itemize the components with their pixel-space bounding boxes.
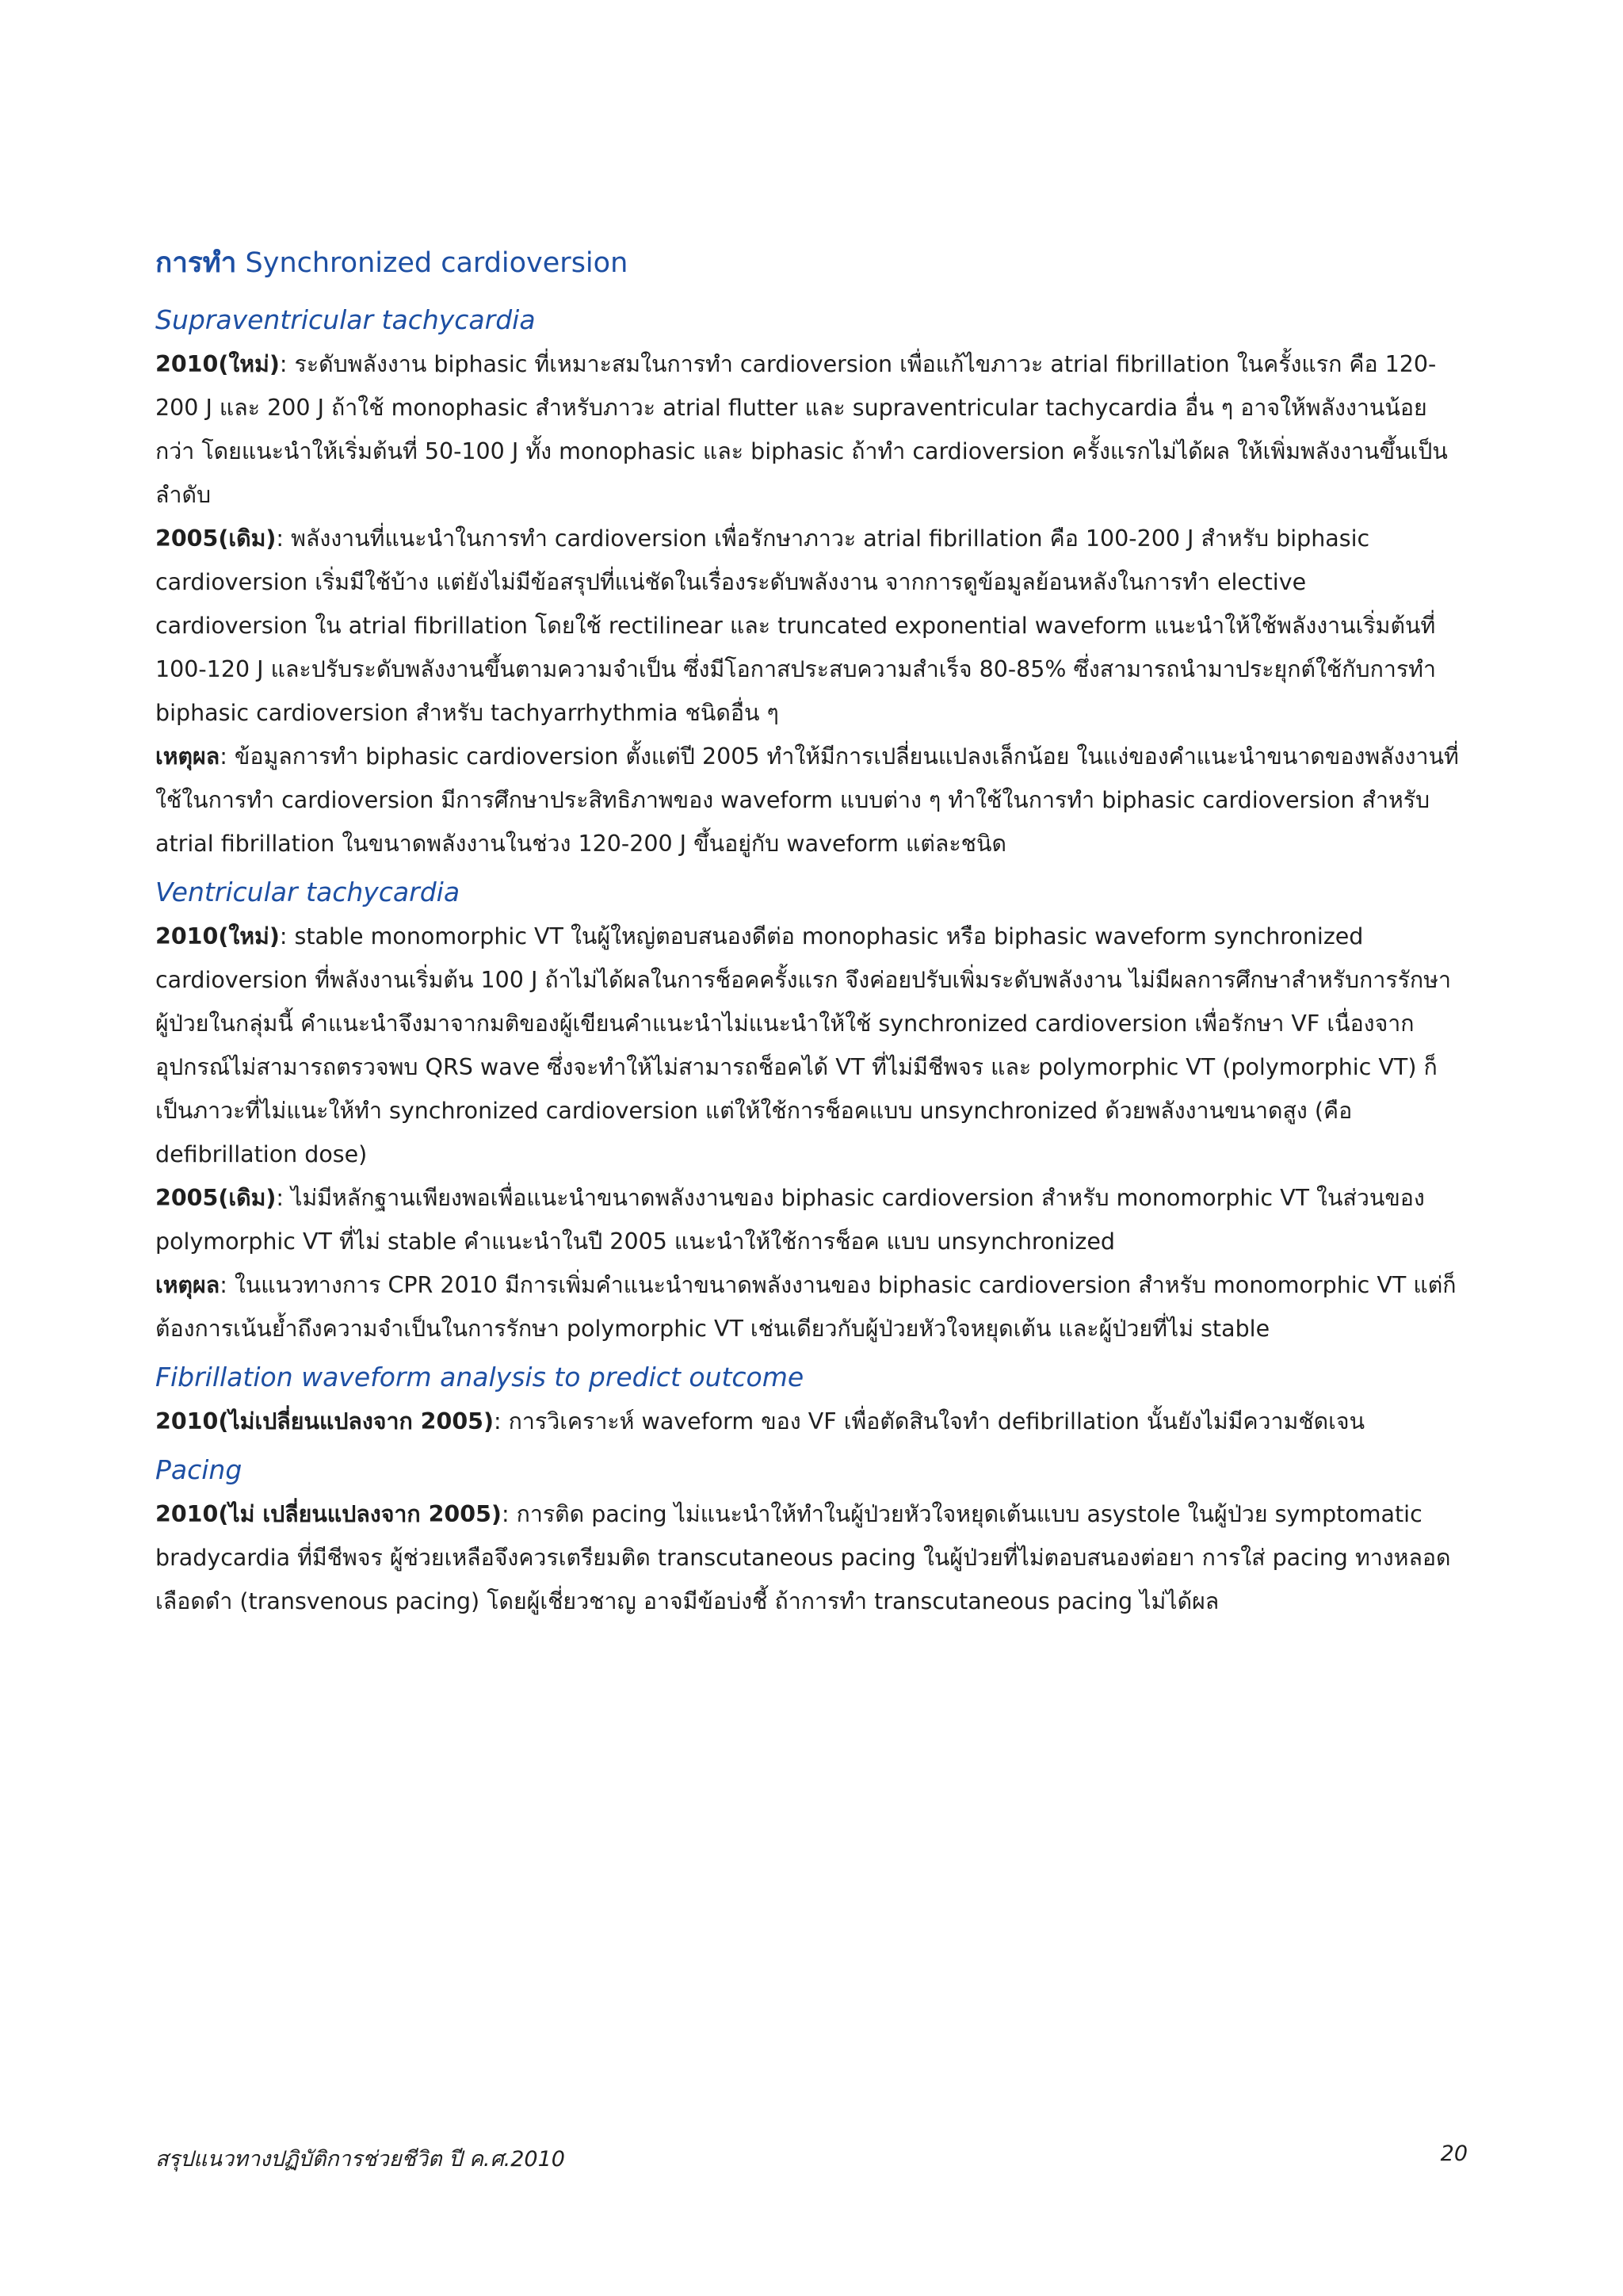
section-heading: Supraventricular tachycardia	[155, 304, 536, 335]
paragraph-text: : stable monomorphic VT ในผู้ใหญ่ตอบสนองดีต่อ monophasic หรือ biphasic waveform synchronized cardioversion ที่พลังงานเริ่มต้น 100 J ถ้าไม่ได้ผลในการช็อคครั้งแรก จึงค่อยปรับเพิ่มระดับพลังงาน ไม่มีผลการศึกษาสำหรับการรักษาผู้ป่วยในกลุ่มนี้ คำแนะนำจึงมาจากมติของผู้เขียนคำแนะนำไม่แนะนำให้ใช้ synchronized cardioversion เพื่อรักษา VF เนื่องจากอุปกรณ์ไม่สามารถตรวจพบ QRS wave ซึ่งจะทำให้ไม่สามารถช็อคได้ VT ที่ไม่มีชีพจร และ polymorphic VT (polymorphic VT) ก็เป็นภาวะที่ไม่แนะให้ทำ synchronized cardioversion แต่ให้ใช้การช็อคแบบ unsynchronized ด้วยพลังงานขนาดสูง (คือ defibrillation dose)	[155, 923, 1451, 1167]
paragraph-text: : ระดับพลังงาน biphasic ที่เหมาะสมในการทำ cardioversion เพื่อแก้ไขภาวะ atrial fibrillation ในครั้งแรก คือ 120-200 J และ 200 J ถ้าใช้ monophasic สำหรับภาวะ atrial flutter และ supraventricular tachycardia อื่น ๆ อาจให้พลังงานน้อยกว่า โดยแนะนำให้เริ่มต้นที่ 50-100 J ทั้ง monophasic และ biphasic ถ้าทำ cardioversion ครั้งแรกไม่ได้ผล ให้เพิ่มพลังงานขึ้นเป็นลำดับ	[155, 351, 1448, 508]
paragraph	[155, 735, 1463, 865]
paragraph-lead: 2010(ไม่เปลี่ยนแปลงจาก 2005)	[155, 1408, 495, 1435]
section-heading: Fibrillation waveform analysis to predict outcome	[155, 1362, 804, 1392]
paragraph-lead: 2005(เดิม)	[155, 1185, 277, 1211]
footer-page-number: 20	[1440, 2141, 1468, 2166]
paragraph-lead: 2005(เดิม)	[155, 525, 277, 552]
paragraph	[155, 342, 1463, 517]
paragraph-lead: 2010(ใหม่)	[155, 351, 280, 377]
paragraph-text: : การติด pacing ไม่แนะนำให้ทำในผู้ป่วยหัวใจหยุดเต้นแบบ asystole ในผู้ป่วย symptomatic bradycardia ที่มีชีพจร ผู้ช่วยเหลือจึงควรเตรียมติด transcutaneous pacing ในผู้ป่วยที่ไม่ตอบสนองต่อยา การใส่ pacing ทางหลอดเลือดดำ (transvenous pacing) โดยผู้เชี่ยวชาญ อาจมีข้อบ่งชี้ ถ้าการทำ transcutaneous pacing ไม่ได้ผล	[155, 1501, 1451, 1614]
page-title-thai: การทำ	[155, 247, 237, 279]
section-pacing	[155, 1448, 1463, 1623]
paragraph-text: : ในแนวทางการ CPR 2010 มีการเพิ่มคำแนะนำขนาดพลังงานของ biphasic cardioversion สำหรับ monomorphic VT แต่ก็ต้องการเน้นย้ำถึงความจำเป็นในการรักษา polymorphic VT เช่นเดียวกับผู้ป่วยหัวใจหยุดเต้น และผู้ป่วยที่ไม่ stable	[155, 1272, 1457, 1342]
paragraph-lead: 2010(ใหม่)	[155, 923, 280, 949]
paragraph-text: : ไม่มีหลักฐานเพียงพอเพื่อแนะนำขนาดพลังงานของ biphasic cardioversion สำหรับ monomorphic VT ในส่วนของ polymorphic VT ที่ไม่ stable คำแนะนำในปี 2005 แนะนำให้ใช้การช็อค แบบ unsynchronized	[155, 1185, 1425, 1255]
paragraph-lead: เหตุผล	[155, 743, 220, 770]
paragraph-text: : พลังงานที่แนะนำในการทำ cardioversion เพื่อรักษาภาวะ atrial fibrillation คือ 100-200 J สำหรับ biphasic cardioversion เริ่มมีใช้บ้าง แต่ยังไม่มีข้อสรุปที่แน่ชัดในเรื่องระดับพลังงาน จากการดูข้อมูลย้อนหลังในการทำ elective cardioversion ใน atrial fibrillation โดยใช้ rectilinear และ truncated exponential waveform แนะนำให้ใช้พลังงานเริ่มต้นที่ 100-120 J และปรับระดับพลังงานขึ้นตามความจำเป็น ซึ่งมีโอกาสประสบความสำเร็จ 80-85% ซึ่งสามารถนำมาประยุกต์ใช้กับการทำ biphasic cardioversion สำหรับ tachyarrhythmia ชนิดอื่น ๆ	[155, 525, 1436, 726]
paragraph	[155, 1400, 1463, 1443]
section-supraventricular-tachycardia	[155, 298, 1463, 865]
paragraph-lead: เหตุผล	[155, 1272, 220, 1298]
paragraph	[155, 1263, 1463, 1350]
paragraph	[155, 1492, 1463, 1623]
page-title-english: Synchronized cardioversion	[245, 247, 628, 279]
paragraph-lead: 2010(ไม่ เปลี่ยนแปลงจาก 2005)	[155, 1501, 502, 1527]
paragraph	[155, 1176, 1463, 1263]
section-fibrillation-waveform-analysis	[155, 1355, 1463, 1443]
page-title	[155, 239, 1463, 287]
paragraph	[155, 915, 1463, 1176]
section-ventricular-tachycardia	[155, 870, 1463, 1350]
paragraph-text: : การวิเคราะห์ waveform ของ VF เพื่อตัดสินใจทำ defibrillation นั้นยังไม่มีความชัดเจน	[494, 1408, 1365, 1435]
footer-document-title: สรุปแนวทางปฏิบัติการช่วยชีวิต ปี ค.ศ.2010	[155, 2147, 565, 2172]
document-body	[155, 239, 1463, 1628]
section-heading: Ventricular tachycardia	[155, 877, 460, 907]
paragraph	[155, 517, 1463, 735]
section-heading: Pacing	[155, 1454, 242, 1485]
paragraph-text: : ข้อมูลการทำ biphasic cardioversion ตั้งแต่ปี 2005 ทำให้มีการเปลี่ยนแปลงเล็กน้อย ในแง่ของคำแนะนำขนาดของพลังงานที่ใช้ในการทำ cardioversion มีการศึกษาประสิทธิภาพของ waveform แบบต่าง ๆ ทำใช้ในการทำ biphasic cardioversion สำหรับ atrial fibrillation ในขนาดพลังงานในช่วง 120-200 J ขึ้นอยู่กับ waveform แต่ละชนิด	[155, 743, 1459, 857]
